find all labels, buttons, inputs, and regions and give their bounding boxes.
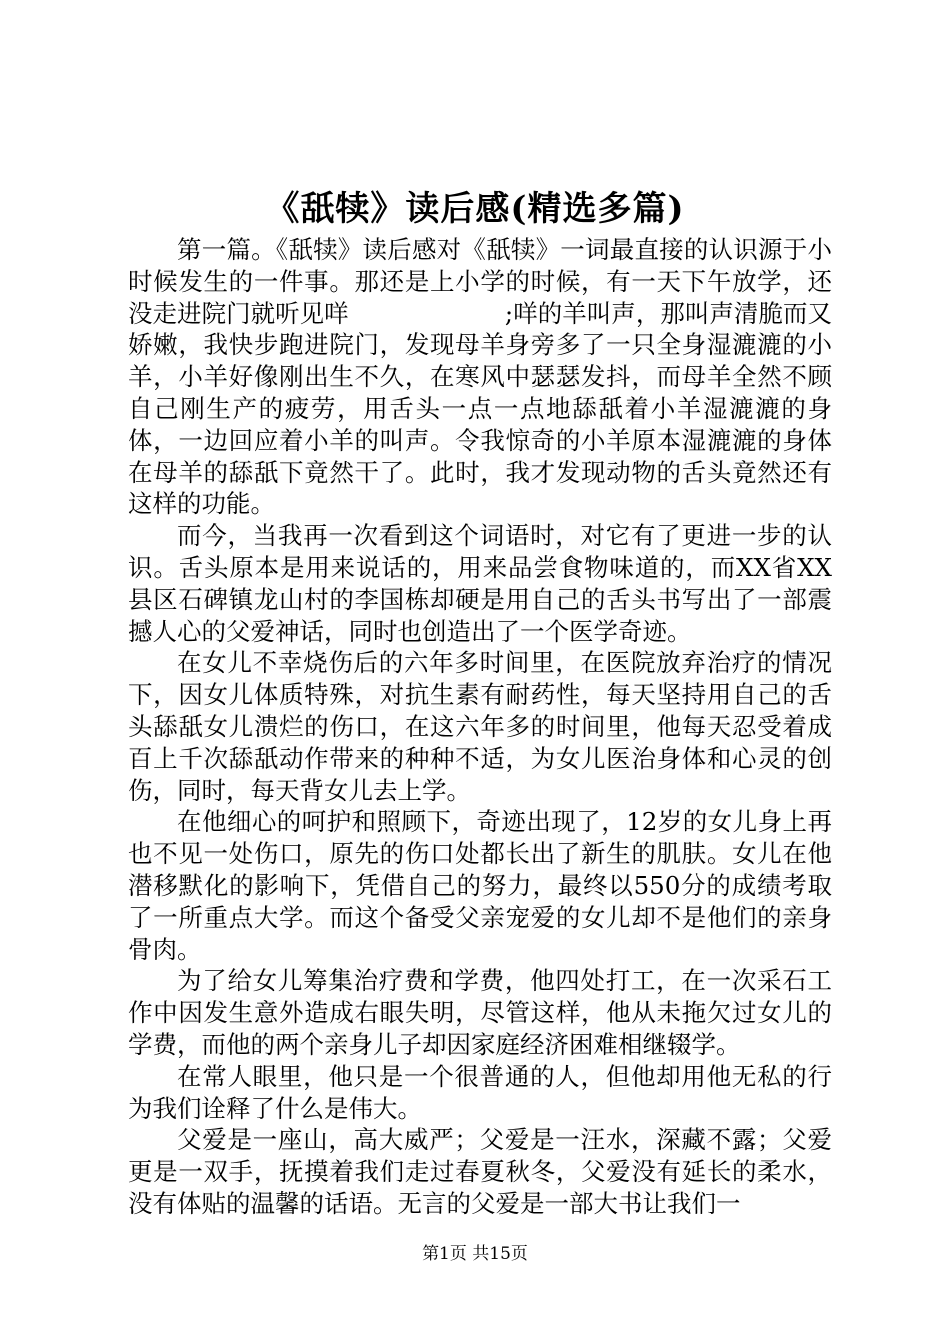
page-number-footer: 第1页 共15页 bbox=[422, 1244, 528, 1264]
paragraph: 在他细心的呵护和照顾下，奇迹出现了，12岁的女儿身上再也不见一处伤口，原先的伤口处都长出了新生的肌肤。女儿在他潜移默化的影响下，凭借自己的努力，最终以550分的成绩考取了一所重点大学。而这个备受父亲宠爱的女儿却不是他们的亲身骨肉。 bbox=[128, 807, 832, 964]
paragraph: 父爱是一座山，高大威严；父爱是一汪水，深藏不露；父爱更是一双手，抚摸着我们走过春夏秋冬，父爱没有延长的柔水，没有体贴的温馨的话语。无言的父爱是一部大书让我们一 bbox=[128, 1125, 832, 1218]
document-body bbox=[128, 234, 832, 1220]
paragraph: 而今，当我再一次看到这个词语时，对它有了更进一步的认识。舌头原本是用来说话的，用来品尝食物味道的，而XX省XX县区石碑镇龙山村的李国栋却硬是用自己的舌头书写出了一部震撼人心的父爱神话，同时也创造出了一个医学奇迹。 bbox=[128, 521, 832, 646]
paragraph: 第一篇。《舐犊》读后感对《舐犊》一词最直接的认识源于小时候发生的一件事。那还是上小学的时候，有一天下午放学，还没走进院门就听见咩 ;咩的羊叫声，那叫声清脆而又娇嫩，我快步跑进院门，发现母羊身旁多了一只全身湿漉漉的小羊，小羊好像刚出生不久，在寒风中瑟瑟发抖，而母羊全然不顾自己刚生产的疲劳，用舌头一点一点地舔舐着小羊湿漉漉的身体，一边回应着小羊的叫声。令我惊奇的小羊原本湿漉漉的身体在母羊的舔舐下竟然干了。此时，我才发现动物的舌头竟然还有这样的功能。 bbox=[128, 235, 832, 519]
paragraph: 在女儿不幸烧伤后的六年多时间里，在医院放弃治疗的情况下，因女儿体质特殊，对抗生素有耐药性，每天坚持用自己的舌头舔舐女儿溃烂的伤口，在这六年多的时间里，他每天忍受着成百上千次舔舐动作带来的种种不适，为女儿医治身体和心灵的创伤，同时，每天背女儿去上学。 bbox=[128, 648, 832, 805]
paragraph: 为了给女儿筹集治疗费和学费，他四处打工，在一次采石工作中因发生意外造成右眼失明，尽管这样，他从未拖欠过女儿的学费，而他的两个亲身儿子却因家庭经济困难相继辍学。 bbox=[128, 966, 832, 1059]
paragraph: 在常人眼里，他只是一个很普通的人，但他却用他无私的行为我们诠释了什么是伟大。 bbox=[128, 1061, 832, 1123]
document-title: 《舐犊》读后感(精选多篇) bbox=[265, 189, 685, 229]
